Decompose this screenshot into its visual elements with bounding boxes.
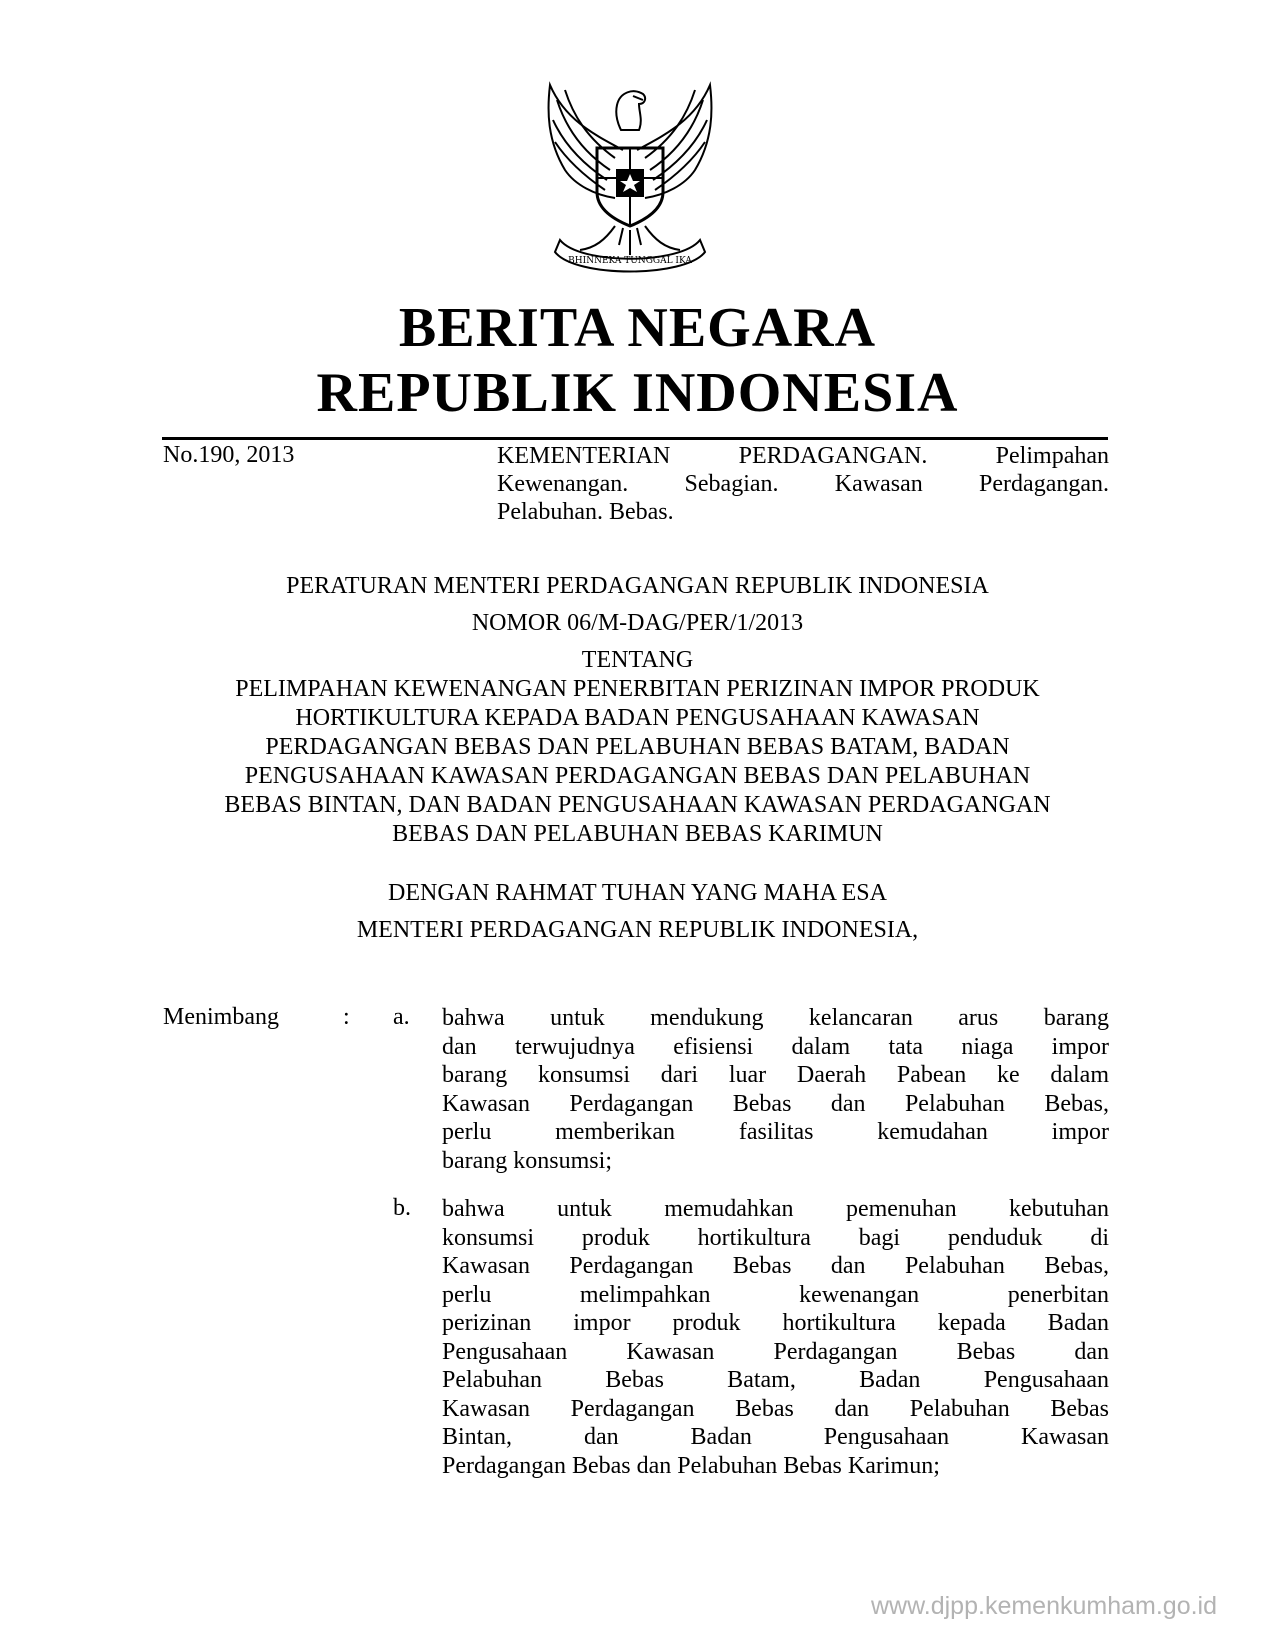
gazette-number: No.190, 2013 (163, 442, 295, 468)
item-line: Pengusahaan Kawasan Perdagangan Bebas dan (442, 1338, 1109, 1365)
item-line: Pelabuhan Bebas Batam, Badan Pengusahaan (442, 1367, 1109, 1393)
regulation-topic (0, 675, 1275, 849)
item-line: barang konsumsi; (442, 1147, 612, 1174)
preamble (0, 875, 1275, 949)
regulation-about: TENTANG (581, 647, 694, 673)
considering-item-letter: a. (393, 1004, 410, 1030)
item-line: Kawasan Perdagangan Bebas dan Pelabuhan Bebas (442, 1395, 1109, 1422)
considering-colon: : (343, 1004, 350, 1030)
topic-line: PELIMPAHAN KEWENANGAN PENERBITAN PERIZINAN IMPOR PRODUK (235, 676, 1040, 702)
regulation-number: NOMOR 06/M-DAG/PER/1/2013 (471, 610, 804, 636)
masthead-divider (162, 437, 1108, 440)
item-line: bahwa untuk memudahkan pemenuhan kebutuhan (442, 1196, 1109, 1222)
topic-line: PERDAGANGAN BEBAS DAN PELABUHAN BEBAS BATAM, BADAN (265, 734, 1010, 760)
topic-line: HORTIKULTURA KEPADA BADAN PENGUSAHAAN KAWASAN (295, 705, 980, 731)
regulation-title: PERATURAN MENTERI PERDAGANGAN REPUBLIK INDONESIA (286, 573, 989, 599)
considering-item-b (442, 1195, 1109, 1480)
item-line: Kawasan Perdagangan Bebas dan Pelabuhan Bebas, (442, 1253, 1109, 1279)
gazette-subject-line: KEMENTERIAN PERDAGANGAN. Pelimpahan (497, 443, 1109, 469)
topic-line: BEBAS DAN PELABUHAN BEBAS KARIMUN (392, 821, 883, 847)
item-line: barang konsumsi dari luar Daerah Pabean ke dalam (442, 1062, 1109, 1088)
topic-line: PENGUSAHAAN KAWASAN PERDAGANGAN BEBAS DAN PELABUHAN (244, 763, 1031, 789)
item-line: konsumsi produk hortikultura bagi penduduk di (442, 1224, 1109, 1251)
item-line: Kawasan Perdagangan Bebas dan Pelabuhan Bebas, (442, 1090, 1109, 1117)
gazette-subject-line: Kewenangan. Sebagian. Kawasan Perdagangan. (497, 471, 1109, 497)
preamble-line-2: MENTERI PERDAGANGAN REPUBLIK INDONESIA, (356, 917, 919, 943)
item-line: perizinan impor produk hortikultura kepada Badan (442, 1310, 1109, 1336)
regulation-heading (0, 568, 1275, 679)
topic-line: BEBAS BINTAN, DAN BADAN PENGUSAHAAN KAWASAN PERDAGANGAN (224, 792, 1051, 818)
svg-text:BHINNEKA TUNGGAL IKA: BHINNEKA TUNGGAL IKA (568, 256, 692, 266)
garuda-pancasila-emblem-icon (535, 80, 725, 280)
preamble-line-1: DENGAN RAHMAT TUHAN YANG MAHA ESA (388, 880, 887, 906)
gazette-subject-line: Pelabuhan. Bebas. (497, 499, 674, 525)
item-line: dan terwujudnya efisiensi dalam tata niaga impor (442, 1033, 1109, 1060)
considering-item-a (442, 1004, 1109, 1175)
considering-label: Menimbang (163, 1004, 279, 1030)
considering-item-letter: b. (393, 1195, 411, 1221)
gazette-subject (497, 442, 1109, 526)
item-line: Perdagangan Bebas dan Pelabuhan Bebas Karimun; (442, 1452, 940, 1479)
masthead-title-line1: BERITA NEGARA (398, 297, 877, 359)
source-watermark-link[interactable]: www.djpp.kemenkumham.go.id (871, 1592, 1217, 1620)
item-line: bahwa untuk mendukung kelancaran arus barang (442, 1005, 1109, 1031)
item-line: perlu melimpahkan kewenangan penerbitan (442, 1281, 1109, 1308)
item-line: Bintan, dan Badan Pengusahaan Kawasan (442, 1424, 1109, 1450)
item-line: perlu memberikan fasilitas kemudahan impor (442, 1119, 1109, 1145)
masthead-title-line2: REPUBLIK INDONESIA (316, 362, 959, 424)
